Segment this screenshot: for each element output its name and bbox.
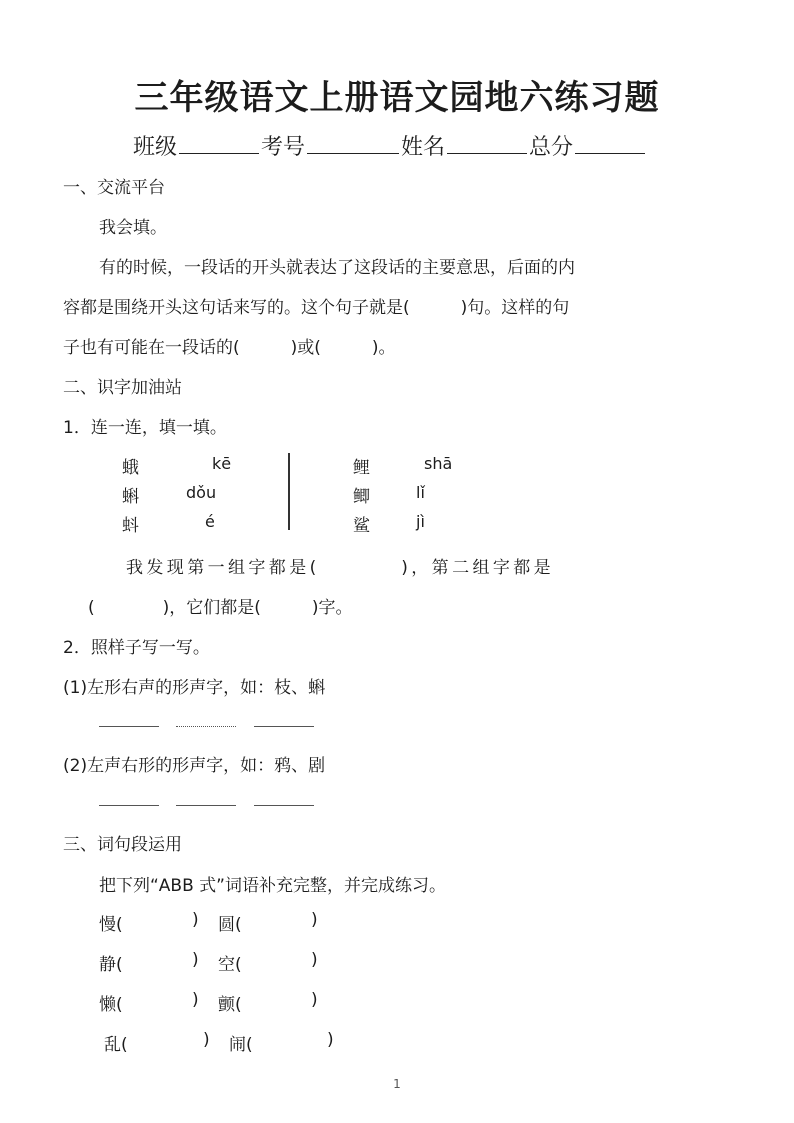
abb-item-b[interactable]: 颤( — [218, 995, 242, 1015]
left-char-2[interactable]: 蝌 — [122, 487, 139, 507]
section1-para-line3: 子也有可能在一段话的( )或( )。 — [63, 338, 396, 358]
abb-item-a[interactable]: 慢( — [99, 915, 123, 935]
right-char-2[interactable]: 鲫 — [353, 487, 370, 507]
name-label: 姓名 — [401, 135, 446, 160]
right-char-1[interactable]: 鲤 — [353, 458, 370, 478]
abb-item-b-close: ) — [327, 1030, 334, 1050]
page-title: 三年级语文上册语文园地六练习题 — [134, 78, 660, 118]
abb-item-b[interactable]: 圆( — [218, 915, 242, 935]
section1-sub: 我会填。 — [99, 218, 167, 238]
section3-heading: 三、词句段运用 — [63, 835, 182, 855]
exam-no-blank[interactable] — [307, 131, 399, 154]
answer-line[interactable] — [254, 805, 314, 806]
abb-item-b-close: ) — [311, 950, 318, 970]
abb-item-a-close: ) — [192, 990, 199, 1010]
section1-para-line2: 容都是围绕开头这句话来写的。这个句子就是( )句。这样的句 — [63, 298, 570, 318]
abb-item-b-close: ) — [311, 910, 318, 930]
left-char-1[interactable]: 蛾 — [122, 458, 139, 478]
left-pinyin-2[interactable]: dǒu — [186, 483, 217, 502]
question-2-1: (1)左形右声的形声字，如：枝、蝌 — [63, 678, 326, 698]
discovery-line1: 我发现第一组字都是( )，第二组字都是 — [126, 558, 555, 578]
abb-item-b-close: ) — [311, 990, 318, 1010]
right-pinyin-3[interactable]: jì — [416, 512, 425, 531]
abb-item-a[interactable]: 静( — [99, 955, 123, 975]
section2-heading: 二、识字加油站 — [63, 378, 182, 398]
student-info-line — [133, 130, 647, 161]
answer-line[interactable] — [176, 805, 236, 806]
abb-item-a-close: ) — [192, 950, 199, 970]
score-label: 总分 — [529, 135, 574, 160]
left-char-3[interactable]: 蚪 — [122, 516, 139, 536]
left-pinyin-1[interactable]: kē — [212, 454, 232, 473]
answer-line[interactable] — [99, 726, 159, 727]
question-1: 1．连一连，填一填。 — [63, 418, 227, 438]
answer-line[interactable] — [176, 726, 236, 727]
abb-item-a[interactable]: 懒( — [99, 995, 123, 1015]
abb-item-a[interactable]: 乱( — [104, 1035, 128, 1055]
answer-line[interactable] — [254, 726, 314, 727]
score-blank[interactable] — [575, 131, 645, 154]
name-blank[interactable] — [447, 131, 527, 154]
exam-no-label: 考号 — [261, 135, 306, 160]
class-blank[interactable] — [179, 131, 259, 154]
discovery-line2: ( )，它们都是( )字。 — [88, 598, 353, 618]
question-2: 2．照样子写一写。 — [63, 638, 210, 658]
class-label: 班级 — [133, 135, 178, 160]
right-char-3[interactable]: 鲨 — [353, 516, 370, 536]
abb-item-a-close: ) — [192, 910, 199, 930]
abb-item-b[interactable]: 闹( — [229, 1035, 253, 1055]
question-2-2: (2)左声右形的形声字，如：鸦、剧 — [63, 756, 326, 776]
matching-divider — [288, 453, 290, 530]
right-pinyin-2[interactable]: lǐ — [416, 483, 425, 502]
right-pinyin-1[interactable]: shā — [424, 454, 453, 473]
abb-item-b[interactable]: 空( — [218, 955, 242, 975]
answer-line[interactable] — [99, 805, 159, 806]
section1-para-line1: 有的时候，一段话的开头就表达了这段话的主要意思，后面的内 — [99, 258, 575, 278]
section3-instruction: 把下列“ABB 式”词语补充完整，并完成练习。 — [99, 876, 446, 896]
abb-item-a-close: ) — [203, 1030, 210, 1050]
page-number: 1 — [393, 1077, 401, 1091]
left-pinyin-3[interactable]: é — [205, 512, 215, 531]
section1-heading: 一、交流平台 — [63, 178, 165, 198]
